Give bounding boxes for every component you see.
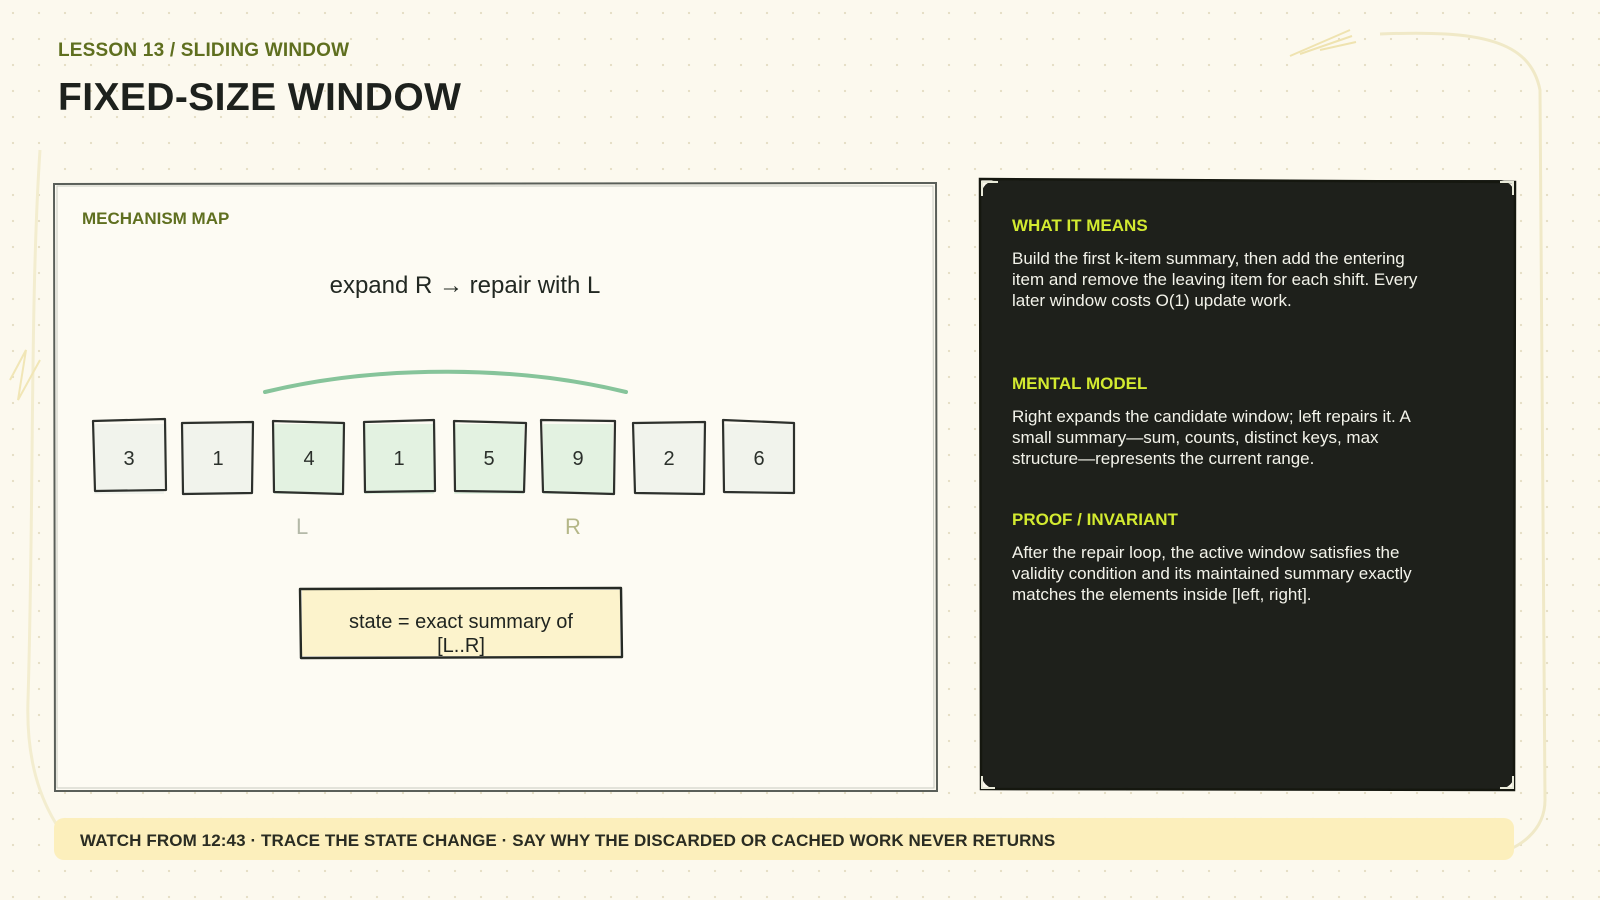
state-summary-box xyxy=(302,590,620,656)
array-cell xyxy=(724,424,794,494)
page-title: FIXED-SIZE WINDOW xyxy=(58,76,462,119)
array-cell xyxy=(364,424,434,494)
section-heading: MENTAL MODEL xyxy=(1012,374,1148,393)
array-cell-value: 3 xyxy=(123,447,135,470)
section-body: Build the first k-item summary, then add the entering item and remove the leaving item for each shift. Every later window costs O(1) update work. xyxy=(1012,249,1418,310)
array-cell xyxy=(94,424,164,494)
section-body: Right expands the candidate window; left repairs it. A small summary—sum, counts, distinct keys, max structure—represents the current range. xyxy=(1012,407,1410,468)
array-cell xyxy=(634,424,704,494)
state-summary-text: state = exact summary of [L..R] xyxy=(349,611,573,656)
array-cell-value: 1 xyxy=(212,447,224,470)
mechanism-map-label: MECHANISM MAP xyxy=(82,209,230,228)
right-pointer-label: R xyxy=(565,514,581,539)
array-cell-value: 1 xyxy=(393,447,405,470)
array-cell-value: 5 xyxy=(483,447,495,470)
mental-model-section xyxy=(1012,374,1432,469)
section-heading: WHAT IT MEANS xyxy=(1012,216,1148,235)
left-pointer-label: L xyxy=(296,514,309,539)
footer-instructions: WATCH FROM 12:43 · TRACE THE STATE CHANGE · SAY WHY THE DISCARDED OR CACHED WORK NEVER RETURNS xyxy=(80,831,1056,850)
array-cell-value: 6 xyxy=(753,447,765,470)
mechanism-caption: expand R → repair with L xyxy=(329,272,601,299)
array-cell-value: 4 xyxy=(303,447,315,470)
array-cell-value: 9 xyxy=(572,447,584,470)
what-it-means-section xyxy=(1012,216,1432,311)
section-body: After the repair loop, the active window satisfies the validity condition and its maintained summary exactly matches the elements inside [left, right]. xyxy=(1012,543,1412,604)
section-heading: PROOF / INVARIANT xyxy=(1012,510,1178,529)
lesson-label: LESSON 13 / SLIDING WINDOW xyxy=(58,40,350,61)
array-cell xyxy=(274,424,344,494)
array-cell xyxy=(543,424,613,494)
array-cell xyxy=(183,424,253,494)
array-cell xyxy=(454,424,524,494)
proof-invariant-section xyxy=(1012,510,1432,605)
array-cell-value: 2 xyxy=(663,447,675,470)
